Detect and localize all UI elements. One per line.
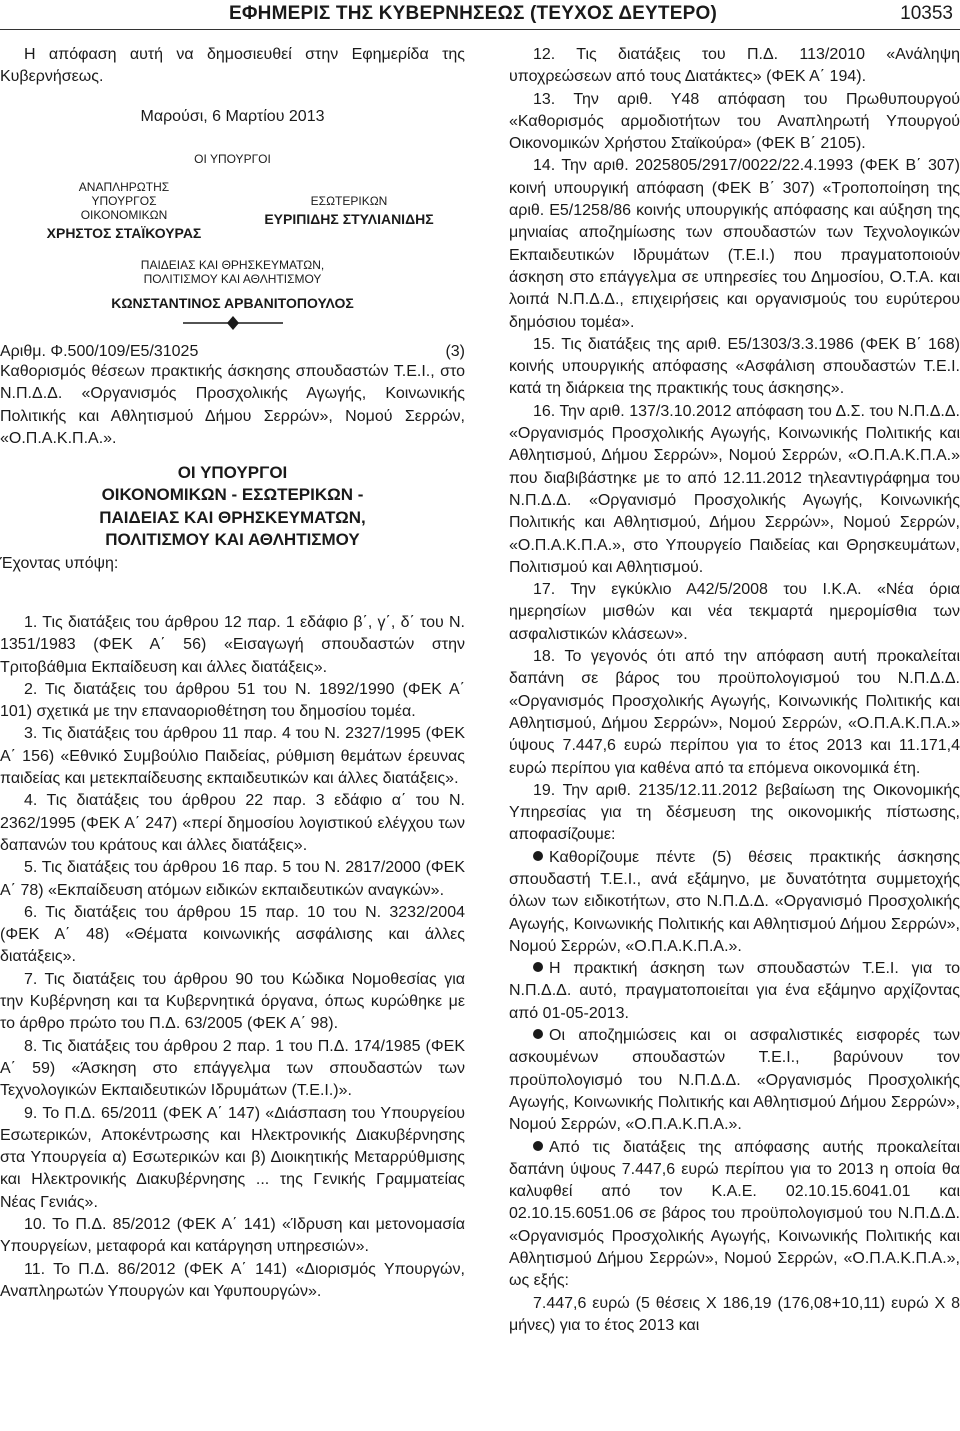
legal-basis-item: 17. Την εγκύκλιο Α42/5/2008 του Ι.Κ.Α. «Νέα όρια ημερησίων μισθών και νέα τεκμαρτά ημερομίσθια των ασφαλιστικών κλάσεων». bbox=[509, 581, 960, 643]
legal-basis-item: 11. Το Π.Δ. 86/2012 (ΦΕΚ Α΄ 141) «Διορισμός Υπουργών, Αναπληρωτών Υπουργών και Υφυπουργών». bbox=[0, 1260, 465, 1300]
signatory-interior-name: ΕΥΡΙΠΙΔΗΣ ΣΤΥΛΙΑΝΙΔΗΣ bbox=[264, 211, 434, 227]
signatory-education-role: ΠΑΙΔΕΙΑΣ ΚΑΙ ΘΡΗΣΚΕΥΜΑΤΩΝ, ΠΟΛΙΤΙΣΜΟΥ ΚΑΙ ΑΘΛΗΤΙΣΜΟΥ bbox=[140, 258, 325, 286]
legal-basis-list-left bbox=[0, 612, 465, 1303]
legal-basis-item: 8. Τις διατάξεις του άρθρου 2 παρ. 1 του Π.Δ. 174/1985 (ΦΕΚ Α΄ 59) «Άσκηση στο επάγγελμα των σπουδαστών των Τεχνολογικών Εκπαιδευτικών Ιδρυμάτων (Τ.Ε.Ι.)». bbox=[0, 1037, 465, 1100]
bullet-icon bbox=[533, 1141, 543, 1151]
page-number: 10353 bbox=[900, 3, 953, 24]
legal-basis-item: 3. Τις διατάξεις του άρθρου 11 παρ. 4 του Ν. 2327/1995 (ΦΕΚ Α΄ 156) «Εθνικό Συμβούλιο Παιδείας, ρύθμιση θεμάτων έρευνας παιδείας και μετεκπαίδευσης εκπαιδευτικών και άλλες διατάξεις». bbox=[0, 725, 465, 788]
issuing-ministers-line: ΠΟΛΙΤΙΣΜΟΥ ΚΑΙ ΑΘΛΗΤΙΣΜΟΥ bbox=[105, 530, 360, 550]
signature-block bbox=[0, 44, 465, 344]
bullet-icon bbox=[533, 962, 543, 972]
decision-bullet bbox=[509, 1137, 960, 1293]
decision-bullet bbox=[509, 1025, 960, 1136]
issuing-ministers-line: ΟΙΚΟΝΟΜΙΚΩΝ - ΕΣΩΤΕΡΙΚΩΝ - bbox=[101, 485, 364, 505]
decision-ref-number: Αριθμ. Φ.500/109/Ε5/31025 bbox=[0, 343, 199, 360]
having-regard-label: Έχοντας υπόψη: bbox=[0, 555, 119, 573]
signatory-interior-role: ΕΣΩΤΕΡΙΚΩΝ bbox=[310, 194, 388, 208]
decision-bullet bbox=[509, 847, 960, 958]
legal-basis-item: 4. Τις διατάξεις του άρθρου 22 παρ. 3 εδάφιο α΄ του Ν. 2362/1995 (ΦΕΚ Α΄ 247) «περί δημοσίου λογιστικού ελέγχου των δαπανών του κράτους και άλλες διατάξεις». bbox=[0, 792, 465, 854]
ministers-label: ΟΙ ΥΠΟΥΡΓΟΙ bbox=[194, 152, 271, 166]
right-column bbox=[509, 44, 960, 1337]
legal-basis-item: 14. Την αριθ. 2025805/2917/0022/22.4.1993 (ΦΕΚ Β΄ 307) κοινή υπουργική απόφαση (ΦΕΚ Β΄ 307) «Τροποποίηση της αριθ. Ε5/1258/86 κοινής υπουργικής απόφασης και αύξηση της μηνιαίας αποζημίωσης των σπουδαστών των Τεχνολογικών Εκπαιδευτικών Ιδρυμάτων (Τ.Ε.Ι.) που πραγματοποιούν άσκηση στο επάγγελμα σε υπηρεσίες του Δημοσίου, Ο.Τ.Α. και λοιπά Ν.Π.Δ.Δ., επιχειρήσεις και οργανισμούς του ευρύτερου δημόσιου τομέα». bbox=[509, 157, 960, 331]
signatory-finance bbox=[0, 180, 248, 242]
decision-bullet bbox=[509, 958, 960, 1025]
page-header bbox=[0, 0, 960, 30]
decision-bullet-text: Η πρακτική άσκηση των σπουδαστών Τ.Ε.Ι. για το Ν.Π.Δ.Δ. αυτό, πραγματοποιείται για ένα εξάμηνο αρχίζοντας από 01-05-2013. bbox=[509, 960, 960, 1022]
legal-basis-item: 7. Τις διατάξεις του άρθρου 90 του Κώδικα Νομοθεσίας για την Κυβέρνηση και τα Κυβερνητικά όργανα, όπως κυρώθηκε με το άρθρο πρώτο του Π.Δ. 63/2005 (ΦΕΚ Α΄ 98). bbox=[0, 970, 465, 1033]
legal-basis-item: 2. Τις διατάξεις του άρθρου 51 του Ν. 1892/1990 (ΦΕΚ Α΄ 101) σχετικά με την επαναοριοθέτηση του δημοσίου τομέα. bbox=[0, 680, 465, 721]
legal-basis-item: 18. Το γεγονός ότι από την απόφαση αυτή προκαλείται δαπάνη σε βάρος του προϋπολογισμού του Ν.Π.Δ.Δ. «Οργανισμός Προσχολικής Αγωγής, Κοινωνικής Πολιτικής και Αθλητισμού, Δήμου Σερρών», Νομού Σερρών, «Ο.Π.Α.Κ.Π.Α.» ύψους 7.447,6 ευρώ περίπου για το έτος 2013 και 11.171,4 ευρώ περίπου για καθένα από τα επόμενα οικονομικά έτη. bbox=[509, 648, 960, 777]
decision-bullet-text: Καθορίζουμε πέντε (5) θέσεις πρακτικής άσκησης σπουδαστή Τ.Ε.Ι., ανά εξάμηνο, με δυνατότητα συμμετοχής όλων των ειδικοτήτων, στο Ν.Π.Δ.Δ. «Οργανισμό Προσχολικής Αγωγής, Κοινωνικής Πολιτικής και Αθλητισμού Δήμου Σερρών», Νομού Σερρών, «Ο.Π.Α.Κ.Π.Α.». bbox=[509, 848, 960, 955]
decision-heading bbox=[0, 343, 465, 576]
legal-basis-item: 9. Το Π.Δ. 65/2011 (ΦΕΚ Α΄ 147) «Διάσπαση του Υπουργείου Εσωτερικών, Αποκέντρωσης και Ηλεκτρονικής Διακυβέρνησης στα Υπουργεία α) Εσωτερικών και β) Διοικητικής Μεταρρύθμισης και Ηλεκτρονικής Διακυβέρνησης ... της Γενικής Γραμματείας Νέας Γενιάς». bbox=[0, 1104, 465, 1211]
issuing-ministers-line: ΠΑΙΔΕΙΑΣ ΚΑΙ ΘΡΗΣΚΕΥΜΑΤΩΝ, bbox=[99, 507, 366, 527]
signatory-finance-name: ΧΡΗΣΤΟΣ ΣΤΑΪΚΟΥΡΑΣ bbox=[46, 225, 202, 241]
signatory-interior bbox=[233, 194, 465, 228]
legal-basis-item: 6. Τις διατάξεις του άρθρου 15 παρ. 10 του Ν. 3232/2004 (ΦΕΚ Α΄ 48) «Θέματα κοινωνικής ασφάλισης και άλλες διατάξεις». bbox=[0, 903, 465, 966]
decision-title: Καθορισμός θέσεων πρακτικής άσκησης σπουδαστών Τ.Ε.Ι., στο Ν.Π.Δ.Δ. «Οργανισμός Προσχολικής Αγωγής, Κοινωνικής Πολιτικής και Αθλητισμού Δήμου Σερρών», Νομού Σερρών, «Ο.Π.Α.Κ.Π.Α.». bbox=[0, 363, 465, 447]
publication-note: Η απόφαση αυτή να δημοσιευθεί στην Εφημερίδα της Κυβερνήσεως. bbox=[0, 46, 465, 86]
cost-breakdown: 7.447,6 ευρώ (5 θέσεις Χ 186,19 (176,08+10,11) ευρώ Χ 8 μήνες) για το έτος 2013 και bbox=[509, 1294, 960, 1334]
legal-basis-item: 1. Τις διατάξεις του άρθρου 12 παρ. 1 εδάφιο β΄, γ΄, δ΄ του Ν. 1351/1983 (ΦΕΚ Α΄ 56) «Εισαγωγή σπουδαστών στην Τριτοβάθμια Εκπαίδευση και άλλες διατάξεις». bbox=[0, 614, 465, 676]
signatory-finance-role: ΑΝΑΠΛΗΡΩΤΗΣ ΥΠΟΥΡΓΟΣ ΟΙΚΟΝΟΜΙΚΩΝ bbox=[78, 180, 170, 222]
bullet-icon bbox=[533, 1029, 543, 1039]
bullet-icon bbox=[533, 851, 543, 861]
decision-bullet-text: Οι αποζημιώσεις και οι ασφαλιστικές εισφορές των ασκουμένων σπουδαστών Τ.Ε.Ι., βαρύνουν τον προϋπολογισμό του Ν.Π.Δ.Δ. «Οργανισμός Προσχολικής Αγωγής, Κοινωνικής Πολιτικής και Αθλητισμού Δήμου Σερρών», Νομού Σερρών, «Ο.Π.Α.Κ.Π.Α.». bbox=[509, 1027, 960, 1134]
issuing-ministers-line: ΟΙ ΥΠΟΥΡΓΟΙ bbox=[177, 463, 288, 483]
decision-reference bbox=[0, 343, 465, 361]
legal-basis-item: 5. Τις διατάξεις του άρθρου 16 παρ. 5 του Ν. 2817/2000 (ΦΕΚ Α΄ 78) «Εκπαίδευση ατόμων ειδικών εκπαιδευτικών αναγκών». bbox=[0, 859, 465, 899]
separator-ornament bbox=[183, 316, 283, 330]
legal-basis-item: 12. Τις διατάξεις του Π.Δ. 113/2010 «Ανάληψη υποχρεώσεων από τους Διατάκτες» (ΦΕΚ Α΄ 194). bbox=[509, 46, 960, 86]
signatory-education-name: ΚΩΝΣΤΑΝΤΙΝΟΣ ΑΡΒΑΝΙΤΟΠΟΥΛΟΣ bbox=[111, 295, 354, 311]
legal-basis-item: 13. Την αριθ. Υ48 απόφαση του Πρωθυπουργού «Καθορισμός αρμοδιοτήτων του Αναπληρωτή Υπουργού Οικονομικών Χρήστου Σταϊκούρα» (ΦΕΚ Β΄ 2105). bbox=[509, 90, 960, 153]
decision-bullet-text: Από τις διατάξεις της απόφασης αυτής προκαλείται δαπάνη ύψους 7.447,6 ευρώ περίπου για το 2013 η οποία θα καλυφθεί από τον Κ.Α.Ε. 02.10.15.6041.01 και 02.10.15.6051.06 σε βάρος του προϋπολογισμού του Ν.Π.Δ.Δ. «Οργανισμός Προσχολικής Αγωγής, Κοινωνικής Πολιτικής και Αθλητισμού Δήμου Σερρών», Νομού Σερρών, «Ο.Π.Α.Κ.Π.Α.», ως εξής: bbox=[509, 1138, 960, 1290]
legal-basis-item: 10. Το Π.Δ. 85/2012 (ΦΕΚ Α΄ 141) «Ίδρυση και μετονομασία Υπουργείων, μεταφορά και κατάργηση υπηρεσιών». bbox=[0, 1216, 465, 1256]
decision-sequence: (3) bbox=[445, 343, 465, 360]
legal-basis-item: 15. Τις διατάξεις της αριθ. Ε5/1303/3.3.1986 (ΦΕΚ Β΄ 168) κοινής υπουργικής απόφασης «Ασφάλιση σπουδαστών Τ.Ε.Ι. κατά τη διάρκεια της πρακτικής τους άσκησης». bbox=[509, 335, 960, 398]
signatory-education bbox=[0, 258, 465, 312]
signing-date: Μαρούσι, 6 Μαρτίου 2013 bbox=[140, 108, 325, 125]
issuing-ministers bbox=[0, 462, 465, 551]
legal-basis-item: 16. Την αριθ. 137/3.10.2012 απόφαση του Δ.Σ. του Ν.Π.Δ.Δ. «Οργανισμός Προσχολικής Αγωγής, Κοινωνικής Πολιτικής και Αθλητισμού, Δήμου Σερρών», Νομού Σερρών, «Ο.Π.Α.Κ.Π.Α.» που διαβιβάστηκε με το από 12.11.2012 τηλεαντιγράφημα του Ν.Π.Δ.Δ. «Οργανισμό Προσχολικής Αγωγής, Κοινωνικής Πολιτικής και Αθλητισμού, Δήμου Σερρών», Νομού Σερρών, «Ο.Π.Α.Κ.Π.Α.», στο Υπουργείο Παιδείας και Θρησκευμάτων, Πολιτισμού και Αθλητισμού. bbox=[509, 402, 960, 576]
gazette-title: ΕΦΗΜΕΡΙΣ ΤΗΣ ΚΥΒΕΡΝΗΣΕΩΣ (ΤΕΥΧΟΣ ΔΕΥΤΕΡΟ) bbox=[229, 3, 717, 24]
header-divider bbox=[0, 29, 960, 30]
legal-basis-item: 19. Την αριθ. 2135/12.11.2012 βεβαίωση της Οικονομικής Υπηρεσίας για τη δέσμευση της οικονομικής πίστωσης, αποφασίζουμε: bbox=[509, 781, 960, 844]
